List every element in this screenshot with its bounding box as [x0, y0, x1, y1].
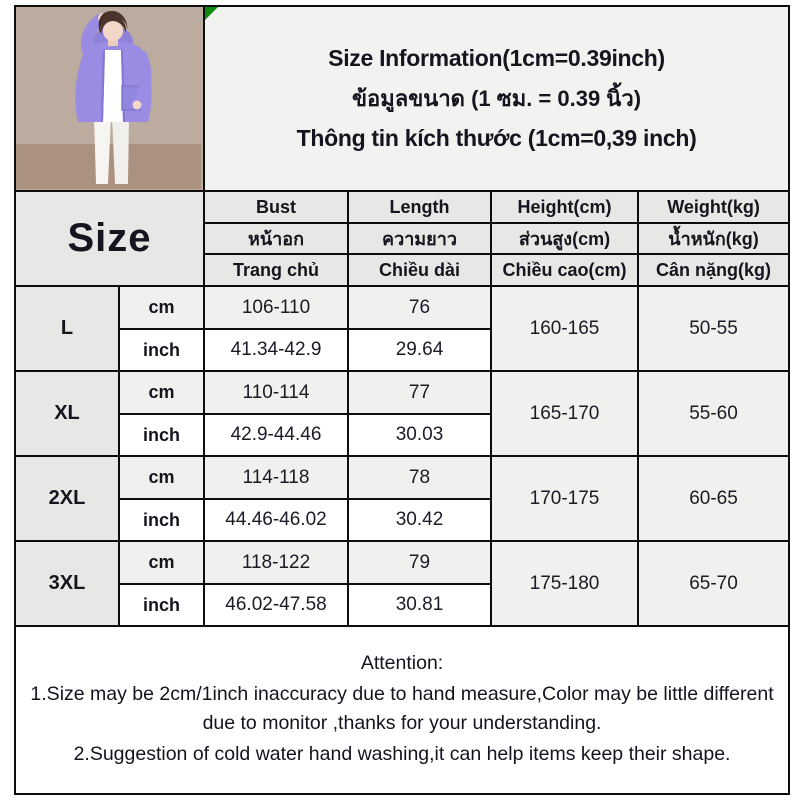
- product-image: [16, 8, 201, 189]
- unit-inch: inch: [119, 329, 204, 371]
- weight-value: 65-70: [638, 541, 789, 626]
- attention-note-1: 1.Size may be 2cm/1inch inaccuracy due to hand measure,Color may be little different due to monitor ,thanks for your understanding.: [30, 682, 774, 734]
- length-inch-value: 29.64: [348, 329, 491, 371]
- length-cm-value: 78: [348, 456, 491, 499]
- length-inch-value: 30.42: [348, 499, 491, 541]
- col-header-weight-vi: Cân nặng(kg): [638, 254, 789, 286]
- title-english: Size Information(1cm=0.39inch): [328, 45, 665, 71]
- title-cell: [204, 6, 789, 191]
- length-cm-value: 76: [348, 286, 491, 329]
- title-vietnamese: Thông tin kích thước (1cm=0,39 inch): [296, 125, 697, 151]
- height-value: 170-175: [491, 456, 638, 541]
- length-inch-value: 30.03: [348, 414, 491, 456]
- bust-inch-value: 41.34-42.9: [204, 329, 348, 371]
- table-row: [15, 371, 789, 414]
- length-cm-value: 77: [348, 371, 491, 414]
- col-header-height-en: Height(cm): [491, 191, 638, 223]
- col-header-bust-th: หน้าอก: [204, 223, 348, 254]
- title-thai: ข้อมูลขนาด (1 ซม. = 0.39 นิ้ว): [352, 86, 642, 111]
- size-table: [14, 5, 790, 795]
- unit-cm: cm: [119, 286, 204, 329]
- weight-value: 50-55: [638, 286, 789, 371]
- length-cm-value: 79: [348, 541, 491, 584]
- product-photo-cell: [15, 6, 204, 191]
- bust-cm-value: 106-110: [204, 286, 348, 329]
- bust-inch-value: 42.9-44.46: [204, 414, 348, 456]
- col-header-length-en: Length: [348, 191, 491, 223]
- col-header-length-vi: Chiều dài: [348, 254, 491, 286]
- size-information-title: [205, 7, 788, 190]
- bust-cm-value: 118-122: [204, 541, 348, 584]
- unit-inch: inch: [119, 499, 204, 541]
- unit-cm: cm: [119, 371, 204, 414]
- col-header-bust-en: Bust: [204, 191, 348, 223]
- length-inch-value: 30.81: [348, 584, 491, 626]
- bust-inch-value: 46.02-47.58: [204, 584, 348, 626]
- col-header-height-th: ส่วนสูง(cm): [491, 223, 638, 254]
- table-row: [15, 286, 789, 329]
- weight-value: 55-60: [638, 371, 789, 456]
- size-label-l: L: [15, 286, 119, 371]
- col-header-weight-en: Weight(kg): [638, 191, 789, 223]
- size-label-xl: XL: [15, 371, 119, 456]
- size-chart-sheet: [14, 5, 788, 793]
- attention-heading: Attention:: [360, 651, 444, 674]
- bust-cm-value: 110-114: [204, 371, 348, 414]
- attention-note-2: 2.Suggestion of cold water hand washing,it can help items keep their shape.: [73, 743, 731, 766]
- attention-section: [15, 626, 789, 794]
- weight-value: 60-65: [638, 456, 789, 541]
- unit-cm: cm: [119, 541, 204, 584]
- col-header-bust-vi: Trang chủ: [204, 254, 348, 286]
- bust-inch-value: 44.46-46.02: [204, 499, 348, 541]
- size-label-2xl: 2XL: [15, 456, 119, 541]
- col-header-length-th: ความยาว: [348, 223, 491, 254]
- bust-cm-value: 114-118: [204, 456, 348, 499]
- size-header-label: Size: [15, 191, 204, 286]
- size-label-3xl: 3XL: [15, 541, 119, 626]
- table-row: [15, 541, 789, 584]
- green-corner-marker-icon: [205, 7, 218, 20]
- unit-cm: cm: [119, 456, 204, 499]
- height-value: 165-170: [491, 371, 638, 456]
- height-value: 160-165: [491, 286, 638, 371]
- height-value: 175-180: [491, 541, 638, 626]
- unit-inch: inch: [119, 414, 204, 456]
- col-header-weight-th: น้ำหนัก(kg): [638, 223, 789, 254]
- unit-inch: inch: [119, 584, 204, 626]
- table-row: [15, 456, 789, 499]
- col-header-height-vi: Chiều cao(cm): [491, 254, 638, 286]
